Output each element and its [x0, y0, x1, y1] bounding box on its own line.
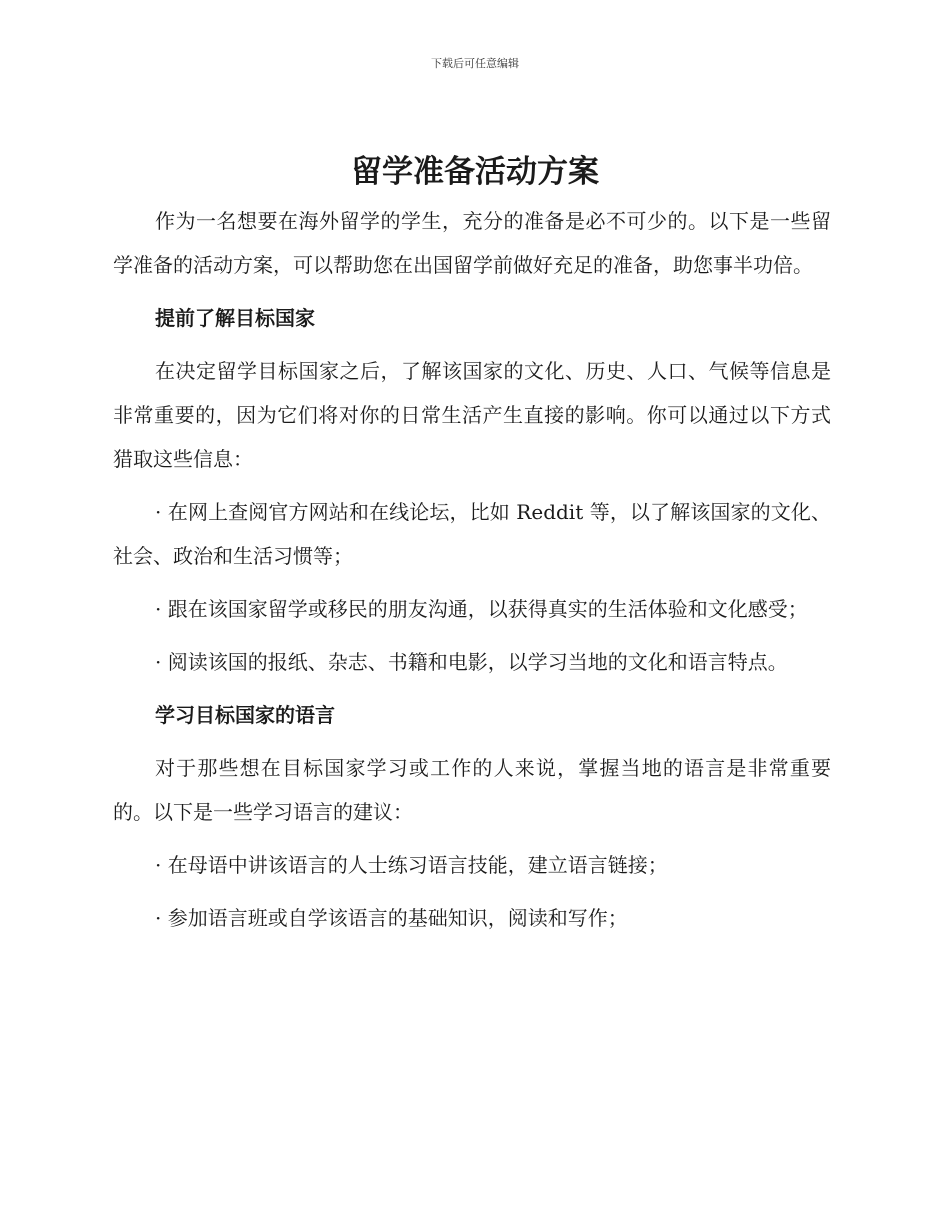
- header-note: 下载后可任意编辑: [431, 57, 519, 70]
- bullet-item: · 在网上查阅官方网站和在线论坛，比如 Reddit 等，以了解该国家的文化、社会、政治和生活习惯等；: [113, 500, 831, 568]
- intro-paragraph: 作为一名想要在海外留学的学生，充分的准备是必不可少的。以下是一些留学准备的活动方案，可以帮助您在出国留学前做好充足的准备，助您事半功倍。: [113, 209, 831, 277]
- section-paragraph: 在决定留学目标国家之后，了解该国家的文化、历史、人口、气候等信息是非常重要的，因为它们将对你的日常生活产生直接的影响。你可以通过以下方式猎取这些信息：: [113, 359, 831, 471]
- bullet-item: · 参加语言班或自学该语言的基础知识，阅读和写作；: [155, 906, 628, 930]
- section-heading-learn-language: 学习目标国家的语言: [155, 703, 335, 727]
- section-paragraph: 对于那些想在目标国家学习或工作的人来说，掌握当地的语言是非常重要的。以下是一些学习语言的建议：: [113, 756, 831, 824]
- document-body: [113, 199, 831, 949]
- page-title: 留学准备活动方案: [351, 154, 599, 190]
- bullet-item: · 跟在该国家留学或移民的朋友沟通，以获得真实的生活体验和文化感受；: [155, 597, 808, 621]
- bullet-item: · 在母语中讲该语言的人士练习语言技能，建立语言链接；: [155, 853, 668, 877]
- bullet-item: · 阅读该国的报纸、杂志、书籍和电影，以学习当地的文化和语言特点。: [155, 650, 788, 674]
- section-heading-understand-country: 提前了解目标国家: [155, 306, 315, 330]
